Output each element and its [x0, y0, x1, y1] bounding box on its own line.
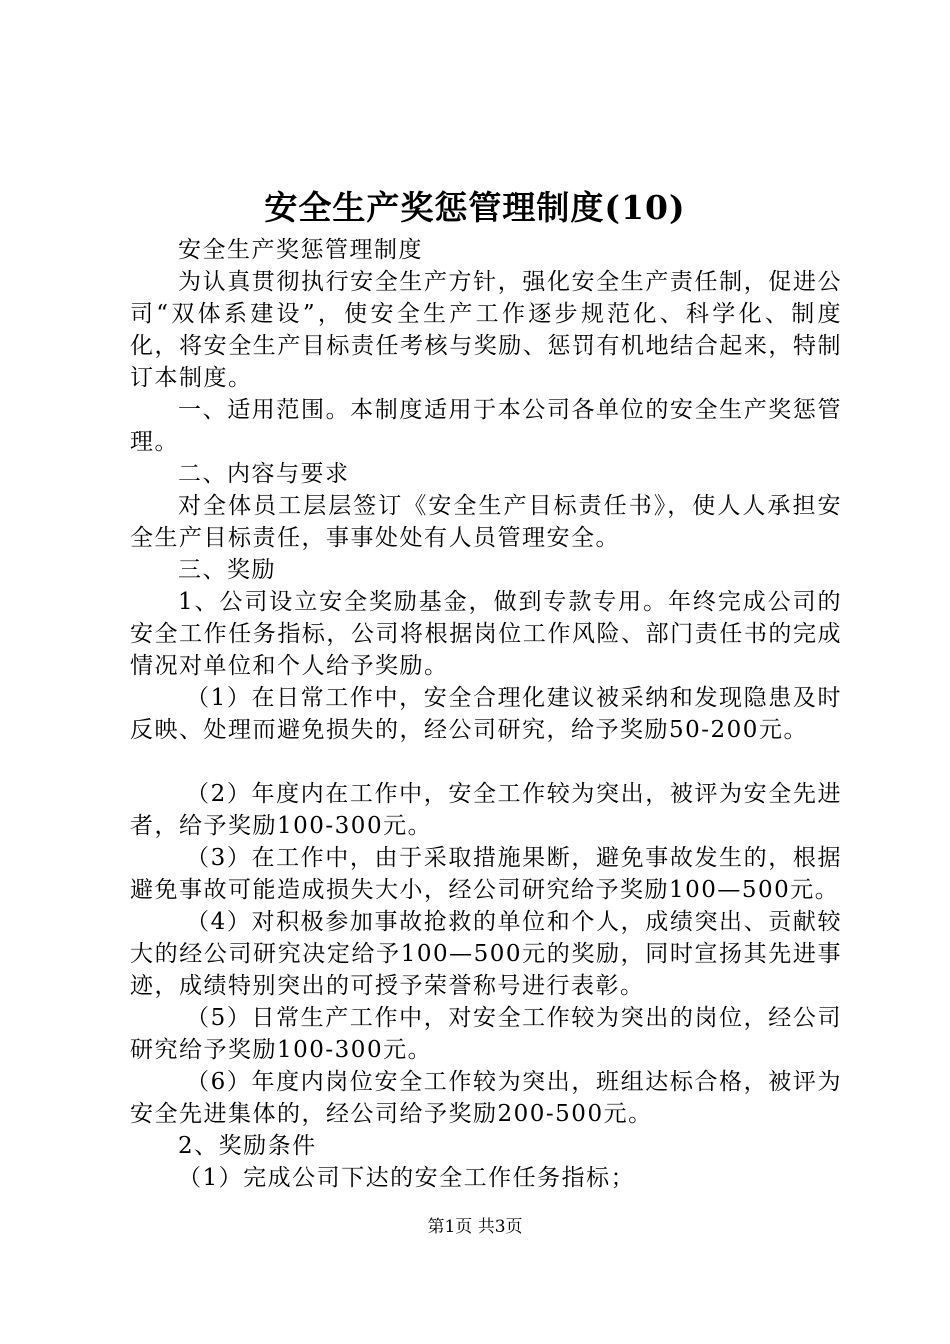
paragraph-reward-item-3: （3）在工作中，由于采取措施果断，避免事故发生的，根据避免事故可能造成损失大小，经公司研究给予奖励100—500元。 [130, 845, 842, 903]
paragraph-condition-item-1: （1）完成公司下达的安全工作任务指标； [178, 1165, 636, 1191]
paragraph-reward-fund: 1、公司设立安全奖励基金，做到专款专用。年终完成公司的安全工作任务指标，公司将根据岗位工作风险、部门责任书的完成情况对单位和个人给予奖励。 [130, 589, 842, 679]
paragraph-reward-item-2: （2）年度内在工作中，安全工作较为突出，被评为安全先进者，给予奖励100-300元。 [130, 781, 842, 839]
paragraph-reward-item-1: （1）在日常工作中，安全合理化建议被采纳和发现隐患及时反映、处理而避免损失的，经公司研究，给予奖励50-200元。 [130, 685, 842, 743]
document-body [130, 234, 842, 1194]
paragraph-responsibility: 对全体员工层层签订《安全生产目标责任书》，使人人承担安全生产目标责任，事事处处有人员管理安全。 [130, 493, 842, 551]
paragraph-reward-item-6: （6）年度内岗位安全工作较为突出，班组达标合格，被评为安全先进集体的，经公司给予奖励200-500元。 [130, 1069, 842, 1127]
paragraph-heading-conditions: 2、奖励条件 [178, 1133, 317, 1159]
paragraph-reward-item-4: （4）对积极参加事故抢救的单位和个人，成绩突出、贡献较大的经公司研究决定给予100—500元的奖励，同时宣扬其先进事迹，成绩特别突出的可授予荣誉称号进行表彰。 [130, 909, 842, 999]
paragraph-subtitle: 安全生产奖惩管理制度 [178, 237, 423, 263]
paragraph-reward-item-5: （5）日常生产工作中，对安全工作较为突出的岗位，经公司研究给予奖励100-300元。 [130, 1005, 842, 1063]
document-title: 安全生产奖惩管理制度(10) [264, 188, 686, 227]
paragraph-heading-content: 二、内容与要求 [178, 461, 350, 487]
paragraph-purpose: 为认真贯彻执行安全生产方针，强化安全生产责任制，促进公司“双体系建设”，使安全生产工作逐步规范化、科学化、制度化，将安全生产目标责任考核与奖励、惩罚有机地结合起来，特制订本制度。 [130, 269, 842, 391]
paragraph-scope: 一、适用范围。本制度适用于本公司各单位的安全生产奖惩管理。 [130, 397, 842, 455]
page-footer: 第1页 共3页 [427, 1217, 523, 1237]
paragraph-heading-rewards: 三、奖励 [178, 557, 276, 583]
